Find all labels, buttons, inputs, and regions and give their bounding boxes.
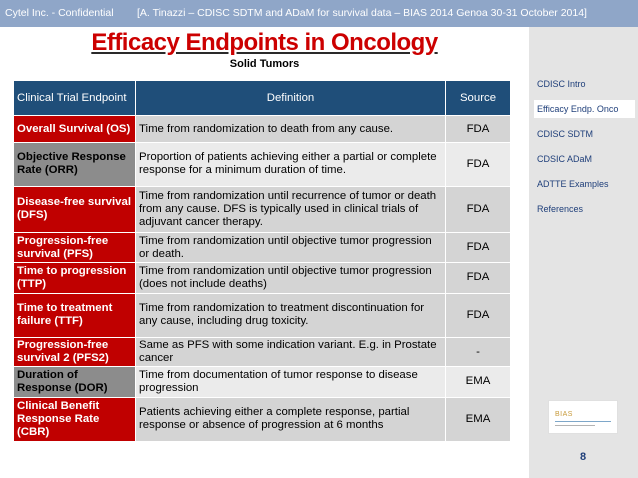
endpoint-name: Disease-free survival (DFS) [14,186,136,232]
table-row [14,263,511,293]
slide-subtitle: Solid Tumors [229,58,300,70]
endpoint-definition: Time from randomization until recurrence of tumor or death from any cause. DFS is typically used in clinical trials of adjuvant cancer therapy. [136,186,446,232]
header-bar [0,0,638,27]
table-row [14,397,511,441]
bias-logo [548,400,618,434]
header-definition: Definition [136,81,446,116]
endpoint-definition: Time from randomization until objective tumor progression or death. [136,233,446,263]
logo-text: BIAS [555,411,573,418]
endpoint-definition: Time from randomization to treatment discontinuation for any cause, including drug toxicity. [136,293,446,337]
endpoint-definition: Time from documentation of tumor response to disease progression [136,367,446,397]
confidential-label: Cytel Inc. - Confidential [5,7,114,19]
endpoint-name: Overall Survival (OS) [14,116,136,143]
slide-title: Efficacy Endpoints in Oncology [91,29,438,56]
endpoint-name: Progression-free survival 2 (PFS2) [14,338,136,367]
table-row [14,186,511,232]
endpoint-name: Objective Response Rate (ORR) [14,143,136,186]
endpoint-source: FDA [446,143,511,186]
endpoint-definition: Patients achieving either a complete response, partial response or absence of progression at 6 months [136,397,446,441]
section-nav [529,75,638,225]
endpoint-source: FDA [446,116,511,143]
table-row [14,367,511,397]
endpoint-name: Progression-free survival (PFS) [14,233,136,263]
nav-item-cdisc-adam[interactable]: CDSIC ADaM [537,154,593,164]
table-row [14,293,511,337]
endpoint-definition: Time from randomization until objective tumor progression (does not include deaths) [136,263,446,293]
endpoint-source: FDA [446,186,511,232]
endpoint-source: EMA [446,397,511,441]
table-row [14,338,511,367]
citation-label: [A. Tinazzi – CDISC SDTM and ADaM for survival data – BIAS 2014 Genoa 30-31 October 2014] [137,7,587,19]
endpoint-name: Time to progression (TTP) [14,263,136,293]
endpoint-source: FDA [446,233,511,263]
endpoint-source: FDA [446,263,511,293]
endpoint-source: - [446,338,511,367]
nav-item-cdisc-sdtm[interactable]: CDISC SDTM [537,129,593,139]
endpoint-definition: Proportion of patients achieving either a partial or complete response for a minimum duration of time. [136,143,446,186]
endpoint-source: FDA [446,293,511,337]
endpoint-name: Duration of Response (DOR) [14,367,136,397]
endpoint-name: Clinical Benefit Response Rate (CBR) [14,397,136,441]
logo-line [555,425,595,426]
nav-item-adtte-examples[interactable]: ADTTE Examples [537,179,609,189]
endpoint-source: EMA [446,367,511,397]
header-endpoint: Clinical Trial Endpoint [14,81,136,116]
header-source: Source [446,81,511,116]
nav-item-efficacy-endpoints[interactable]: Efficacy Endp. Onco [534,100,635,118]
endpoint-name: Time to treatment failure (TTF) [14,293,136,337]
table-row [14,233,511,263]
nav-item-cdisc-intro[interactable]: CDISC Intro [537,79,586,89]
endpoint-definition: Same as PFS with some indication variant. E.g. in Prostate cancer [136,338,446,367]
nav-item-references[interactable]: References [537,204,584,214]
logo-line [555,421,611,422]
page-number: 8 [579,451,587,463]
table-row [14,116,511,143]
endpoint-definition: Time from randomization to death from any cause. [136,116,446,143]
endpoints-table [13,80,511,442]
table-header-row [14,81,511,116]
table-row [14,143,511,186]
